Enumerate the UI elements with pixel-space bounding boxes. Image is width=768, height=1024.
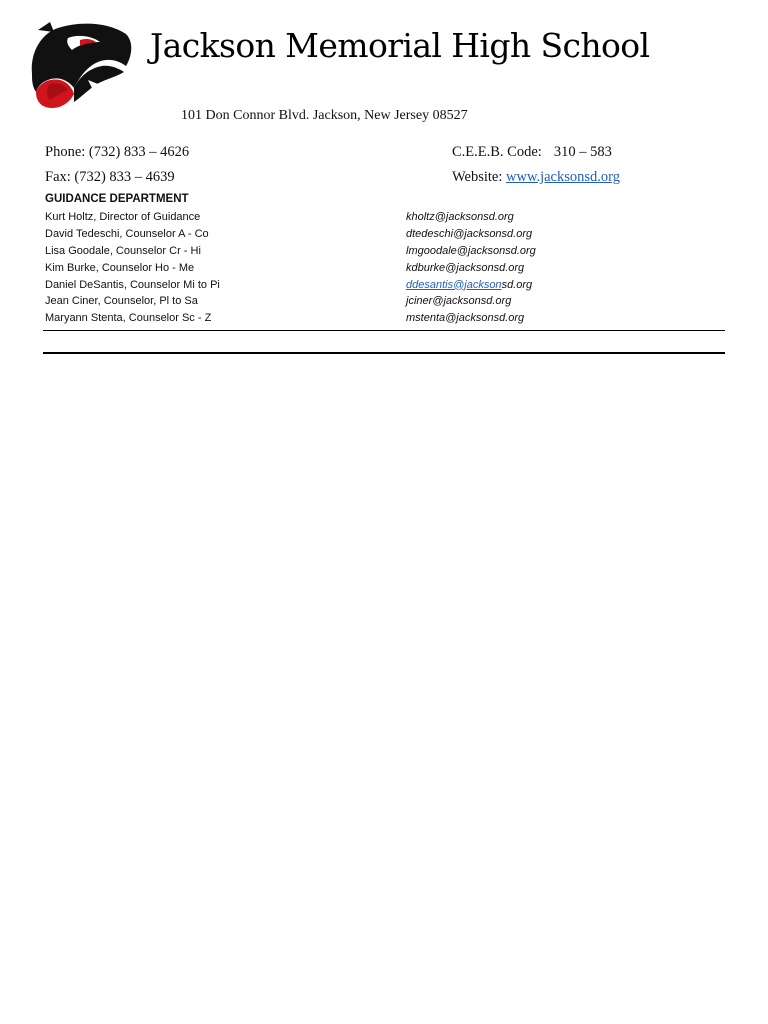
guidance-heading: GUIDANCE DEPARTMENT (45, 193, 189, 205)
ceeb-value: 310 – 583 (553, 144, 612, 160)
jaguar-head-icon (28, 22, 136, 112)
school-address: 101 Don Connor Blvd. Jackson, New Jersey 08527 (181, 108, 468, 123)
staff-email-link[interactable]: ddesantis@jackson (406, 278, 502, 291)
staff-email: lmgoodale@jacksonsd.org (406, 244, 536, 257)
staff-row (45, 294, 725, 311)
fax-number: Fax: (732) 833 – 4639 (45, 169, 175, 185)
staff-email (406, 279, 532, 291)
staff-email: kholtz@jacksonsd.org (406, 211, 514, 223)
staff-name: Maryann Stenta, Counselor Sc - Z (45, 312, 212, 325)
staff-email: jciner@jacksonsd.org (406, 295, 512, 308)
guidance-staff-list (45, 210, 725, 328)
staff-row (45, 244, 725, 261)
staff-email: mstenta@jacksonsd.org (406, 312, 525, 325)
staff-email: kdburke@jacksonsd.org (406, 261, 525, 274)
staff-name: Jean Ciner, Counselor, Pl to Sa (45, 295, 198, 308)
staff-name: Kim Burke, Counselor Ho - Me (45, 261, 195, 274)
divider-line (43, 330, 725, 331)
staff-name: Daniel DeSantis, Counselor Mi to Pi (45, 278, 220, 291)
phone-number: Phone: (732) 833 – 4626 (45, 144, 190, 160)
website-label: Website: (452, 169, 506, 185)
staff-email: dtedeschi@jacksonsd.org (406, 227, 533, 240)
staff-row (45, 311, 725, 328)
website-link[interactable]: www.jacksonsd.org (506, 169, 620, 185)
staff-name: Kurt Holtz, Director of Guidance (45, 211, 201, 223)
ceeb-label: C.E.E.B. Code: (452, 144, 542, 160)
staff-name: David Tedeschi, Counselor A - Co (45, 227, 209, 240)
staff-row (45, 227, 725, 244)
school-logo (28, 22, 136, 112)
website (452, 169, 620, 186)
staff-row (45, 261, 725, 278)
staff-name: Lisa Goodale, Counselor Cr - Hi (45, 244, 201, 257)
divider-line-thick (43, 352, 725, 354)
staff-row (45, 278, 725, 295)
ceeb-code (452, 144, 612, 161)
staff-email-rest: sd.org (501, 278, 533, 291)
school-name: Jackson Memorial High School (150, 26, 650, 65)
staff-row (45, 210, 725, 227)
